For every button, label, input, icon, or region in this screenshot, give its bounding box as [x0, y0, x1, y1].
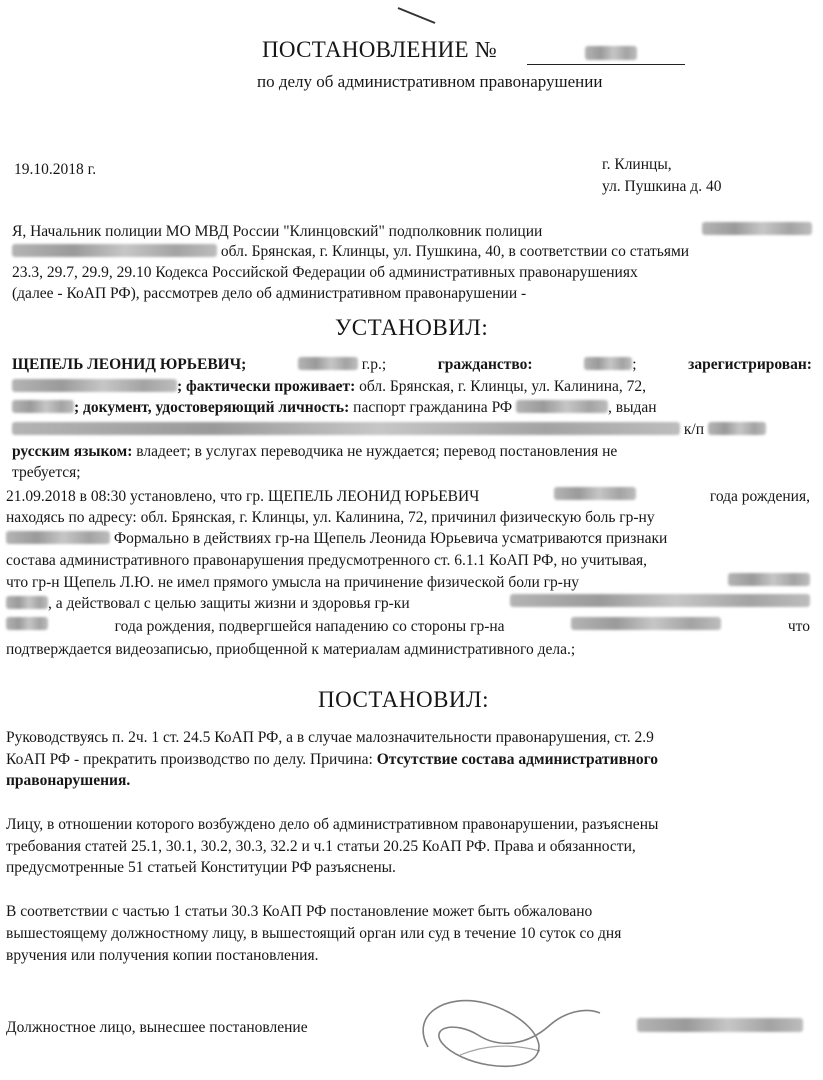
heading-established: УСТАНОВИЛ: [335, 315, 489, 340]
appeal-line-1: В соответствии с частью 1 статьи 30.3 КоАП РФ постановление может быть обжаловано [6, 903, 593, 920]
person-line-3: ; документ, удостоверяющий личность: паспорт гражданина РФ , выдан [12, 398, 812, 418]
person-line-4: к/п [12, 420, 812, 440]
signature-label: Должностное лицо, вынесшее постановление [6, 1019, 308, 1036]
handwritten-signature [400, 985, 610, 1080]
redacted-kp [708, 422, 766, 435]
resolution-line-2: КоАП РФ - прекратить производство по делу. Причина: Отсутствие состава административного [6, 751, 659, 768]
intro-line-2: обл. Брянская, г. Клинцы, ул. Пушкина, 40, в соответствии со статьями [12, 242, 812, 262]
facts-line-6: , а действовал с целью защиты жизни и здоровья гр-ки [6, 594, 810, 614]
facts-line-2: находясь по адресу: обл. Брянская, г. Клинцы, ул. Калинина, 72, причинил физическую боль гр-ну [6, 509, 655, 526]
redacted-officer-name [702, 222, 812, 235]
redacted-registration [12, 379, 177, 392]
redacted-number [585, 46, 637, 60]
place-city: г. Клинцы, [602, 156, 672, 173]
redacted-passport [516, 400, 608, 413]
appeal-line-2: вышестоящему должностному лицу, в вышестоящий орган или суд в течение 10 суток со дня [6, 925, 622, 942]
redacted-apartment [12, 400, 74, 413]
rights-line-3: предусмотренные 51 статьей Конституции РФ разъяснены. [6, 859, 396, 876]
resolution-line-1: Руководствуясь п. 2ч. 1 ст. 24.5 КоАП РФ, а в случае малозначительности правонарушения, ст. 2.9 [6, 729, 654, 746]
facts-line-3: Формально в действиях гр-на Щепель Леонида Юрьевича усматриваются признаки [6, 529, 810, 549]
facts-line-7: года рождения, подвергшейся нападению со стороны гр-на что [6, 617, 810, 637]
rights-line-1: Лицу, в отношении которого возбуждено дело об административном правонарушении, разъяснены [6, 816, 659, 833]
person-line-5: русским языком: владеет; в услугах переводчика не нуждается; перевод постановления не [12, 443, 618, 460]
rights-line-2: требования статей 25.1, 30.1, 30.2, 30.3, 32.2 и ч.1 статьи 20.25 КоАП РФ. Права и обязанности, [6, 838, 636, 855]
person-line-6: требуется; [12, 464, 81, 481]
pen-mark [395, 4, 440, 26]
document-subtitle: по делу об административном правонарушении [257, 72, 603, 91]
place-street: ул. Пушкина д. 40 [602, 178, 722, 195]
redacted-year [6, 617, 48, 630]
redacted-citizenship [584, 357, 632, 370]
redacted-victim-3 [6, 596, 48, 609]
facts-line-8: подтверждается видеозаписью, приобщенной к материалам административного дела.; [6, 641, 576, 658]
facts-line-5: что гр-н Щепель Л.Ю. не имел прямого умысла на причинение физической боли гр-ну [6, 573, 810, 593]
document-title: ПОСТАНОВЛЕНИЕ № [262, 37, 498, 62]
facts-line-4: состава административного правонарушения предусмотренного ст. 6.1.1 КоАП РФ, но учитывая, [6, 552, 648, 569]
intro-line-4: (далее - КоАП РФ), рассмотрев дело об административном правонарушении - [12, 285, 527, 302]
intro-line-3: 23.3, 29.7, 29.9, 29.10 Кодекса Российской Федерации об административных правонарушениях [12, 264, 638, 281]
intro-line-1: Я, Начальник полиции МО МВД России "Клинцовский" подполковник полиции [12, 222, 812, 242]
heading-resolved: ПОСТАНОВИЛ: [318, 687, 490, 712]
resolution-line-3: правонарушения. [6, 772, 131, 789]
facts-line-1: 21.09.2018 в 08:30 установлено, что гр. ЩЕПЕЛЬ ЛЕОНИД ЮРЬЕВИЧ года рождения, [6, 488, 810, 505]
person-line-1: ЩЕПЕЛЬ ЛЕОНИД ЮРЬЕВИЧ; г.р.; гражданство: ; зарегистрирован: [12, 356, 812, 373]
appeal-line-3: вручения или получения копии постановления. [6, 947, 319, 964]
redacted-woman-name [510, 594, 810, 607]
number-underline [527, 64, 685, 65]
redacted-attacker [571, 617, 721, 630]
redacted-victim-2 [728, 573, 810, 586]
redacted-officer-name-2 [12, 244, 217, 257]
person-line-2: ; фактически проживает: обл. Брянская, г. Клинцы, ул. Калинина, 72, [12, 377, 812, 397]
redacted-issuer [12, 422, 680, 435]
redacted-official-name [637, 1018, 803, 1032]
redacted-victim-1 [6, 531, 110, 544]
redacted-birthdate [298, 357, 358, 370]
document-date: 19.10.2018 г. [14, 161, 97, 178]
redacted-birth-year [554, 487, 636, 500]
